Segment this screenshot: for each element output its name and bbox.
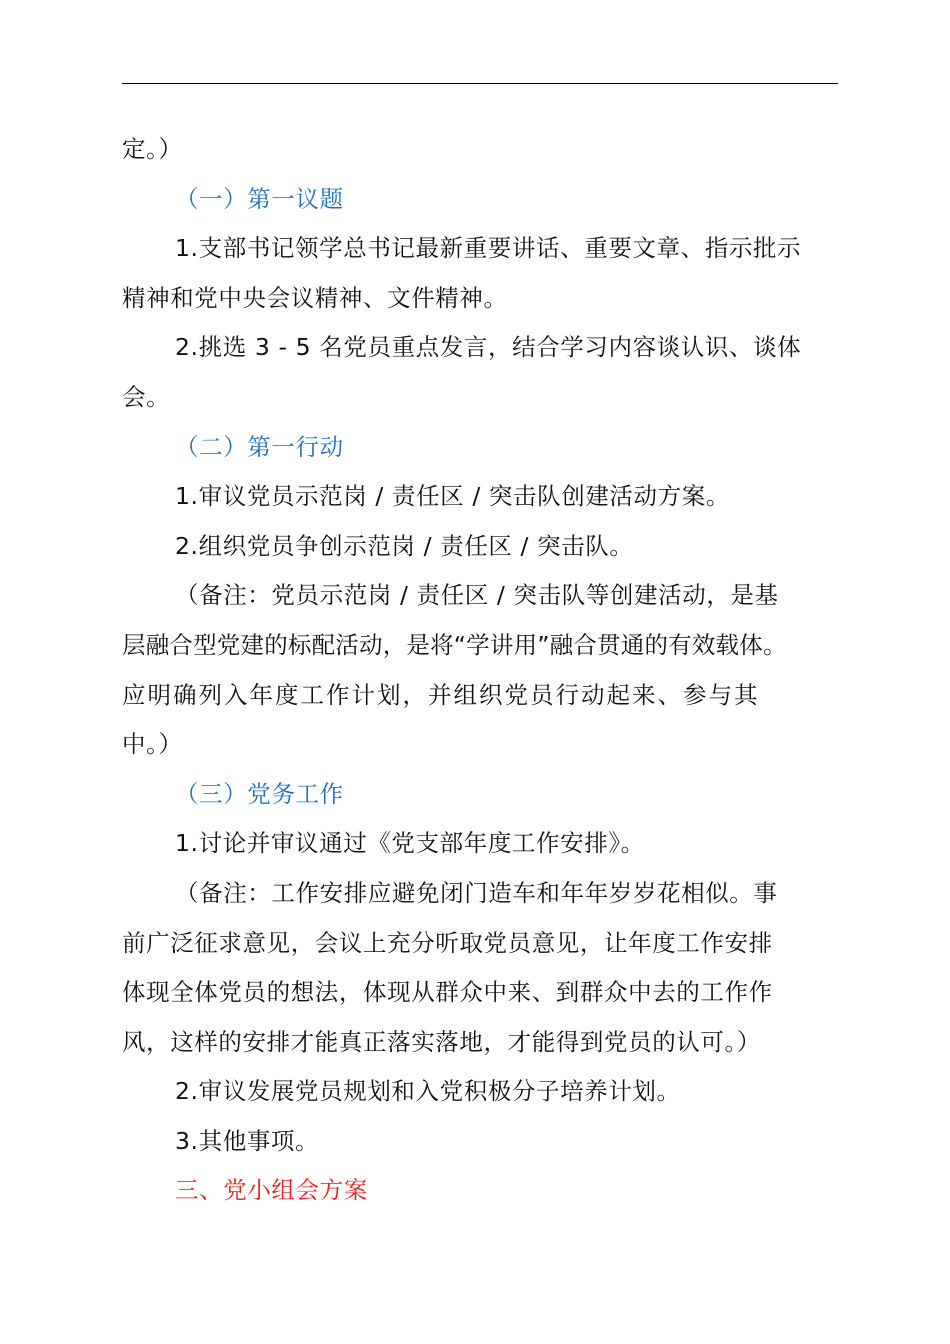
paragraph-line: 1.审议党员示范岗 / 责任区 / 突击队创建活动方案。 <box>175 482 730 511</box>
paragraph-line: 体现全体党员的想法，体现从群众中来、到群众中去的工作作 <box>122 978 773 1007</box>
paragraph-line: 3.其他事项。 <box>175 1126 320 1155</box>
section-heading-party-group-meeting: 三、党小组会方案 <box>175 1176 368 1205</box>
paragraph-line: 中。） <box>122 730 183 759</box>
paragraph-line: 2.组织党员争创示范岗 / 责任区 / 突击队。 <box>175 531 634 560</box>
header-rule <box>122 83 838 84</box>
paragraph-line: 1.支部书记领学总书记最新重要讲话、重要文章、指示批示 <box>175 234 802 263</box>
paragraph-line: 2.审议发展党员规划和入党积极分子培养计划。 <box>175 1077 681 1106</box>
section-heading-party-affairs: （三）党务工作 <box>175 779 344 808</box>
paragraph-line: 定。） <box>122 135 183 163</box>
section-heading-first-action: （二）第一行动 <box>175 432 344 461</box>
paragraph-line: 精神和党中央会议精神、文件精神。 <box>122 283 508 312</box>
paragraph-line: 2.挑选 3 - 5 名党员重点发言，结合学习内容谈认识、谈体 <box>175 333 802 362</box>
paragraph-line: 应明确列入年度工作计划，并组织党员行动起来、参与其 <box>122 680 760 709</box>
document-body <box>122 125 838 1216</box>
paragraph-line: 前广泛征求意见，会议上充分听取党员意见，让年度工作安排 <box>122 928 773 957</box>
paragraph-line: 会。 <box>122 382 171 411</box>
paragraph-line: 1.讨论并审议通过《党支部年度工作安排》。 <box>175 829 645 858</box>
paragraph-line: 风，这样的安排才能真正落实落地，才能得到党员的认可。） <box>122 1027 761 1056</box>
paragraph-line: （备注：党员示范岗 / 责任区 / 突击队等创建活动，是基 <box>175 581 779 610</box>
paragraph-line: 层融合型党建的标配活动，是将“学讲用”融合贯通的有效载体。 <box>122 630 787 659</box>
section-heading-first-topic: （一）第一议题 <box>175 184 344 213</box>
paragraph-line: （备注：工作安排应避免闭门造车和年年岁岁花相似。事 <box>175 878 778 907</box>
